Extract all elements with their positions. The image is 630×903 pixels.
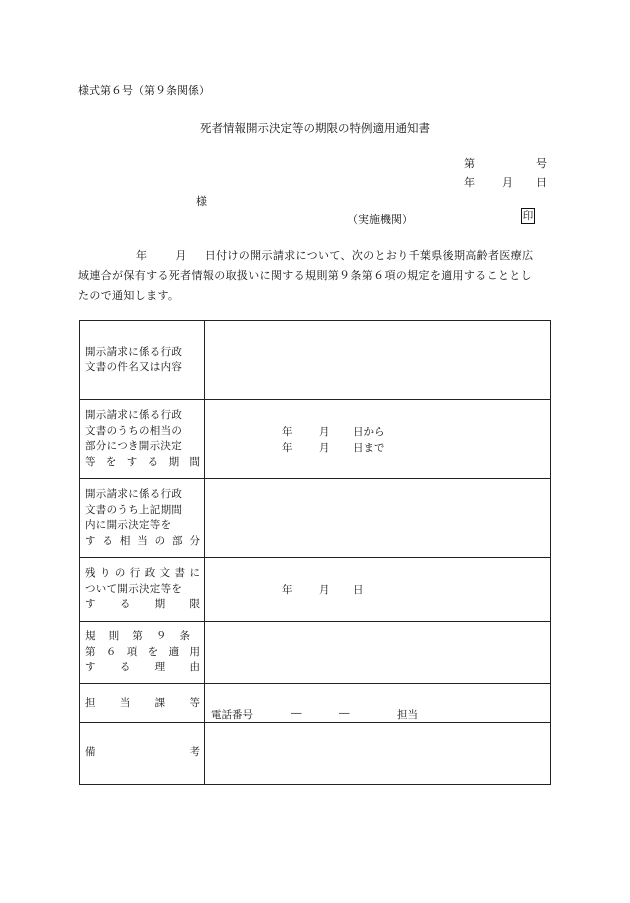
agency-label: （実施機関） bbox=[347, 213, 413, 226]
body-year: 年 bbox=[136, 249, 148, 262]
row-department bbox=[80, 684, 551, 723]
notice-body bbox=[78, 246, 554, 306]
issue-date-month: 月 bbox=[502, 176, 513, 189]
remarks-value bbox=[205, 723, 551, 785]
label-partial-disclosure: 開示請求に係る行政 文書のうち上記期間 内に開示決定等を す る 相 当 の 部 分 bbox=[80, 479, 205, 558]
period-to-month: 月 bbox=[319, 442, 330, 454]
row-partial-disclosure bbox=[80, 479, 551, 558]
form-number: 様式第６号（第９条関係） bbox=[78, 84, 210, 97]
period-to-year: 年 bbox=[282, 442, 293, 454]
phone-dash-2: ― bbox=[339, 707, 350, 719]
label-remarks: 備 考 bbox=[80, 723, 205, 785]
deadline-month: 月 bbox=[319, 584, 330, 596]
body-month: 月 bbox=[175, 249, 187, 262]
notice-body-line3: たので通知します。 bbox=[78, 289, 180, 302]
body-line1-text: 日付けの開示請求について、次のとおり千葉県後期高齢者医療広 bbox=[204, 249, 534, 262]
phone-label: 電話番号 bbox=[211, 709, 253, 721]
application-reason-value bbox=[205, 622, 551, 684]
notice-body-line2: 域連合が保有する死者情報の取扱いに関する規則第９条第６項の規定を適用することとし bbox=[78, 269, 532, 282]
row-remaining-deadline bbox=[80, 558, 551, 622]
seal-mark: 印 bbox=[522, 210, 534, 222]
period-from-month: 月 bbox=[319, 426, 330, 438]
label-disclosure-period: 開示請求に係る行政 文書のうちの相当の 部分につき開示決定 等 を す る 期 間 bbox=[80, 400, 205, 479]
remaining-deadline-value bbox=[205, 558, 551, 622]
partial-disclosure-value bbox=[205, 479, 551, 558]
row-disclosure-period bbox=[80, 400, 551, 479]
notice-body-line1 bbox=[78, 246, 554, 266]
period-from-year: 年 bbox=[282, 426, 293, 438]
document-title-value bbox=[205, 321, 551, 400]
person-in-charge-label: 担当 bbox=[397, 709, 418, 721]
doc-number-suffix: 号 bbox=[536, 157, 547, 170]
doc-number-prefix: 第 bbox=[464, 157, 475, 170]
disclosure-period-value bbox=[205, 400, 551, 479]
label-application-reason: 規 則 第 ９ 条 第 ６ 項 を 適 用 す る 理 由 bbox=[80, 622, 205, 684]
row-application-reason bbox=[80, 622, 551, 684]
notice-details-table bbox=[79, 320, 551, 785]
row-remarks bbox=[80, 723, 551, 785]
issue-date-day: 日 bbox=[536, 176, 547, 189]
department-value bbox=[205, 684, 551, 723]
label-remaining-deadline: 残 り の 行 政 文 書 に ついて開示決定等を す る 期 限 bbox=[80, 558, 205, 622]
document-title: 死者情報開示決定等の期限の特例適用通知書 bbox=[200, 121, 430, 135]
issue-date-year: 年 bbox=[464, 176, 475, 189]
period-to-day: 日まで bbox=[353, 442, 385, 454]
label-department: 担 当 課 等 bbox=[80, 684, 205, 723]
addressee-suffix: 様 bbox=[196, 195, 207, 208]
deadline-day: 日 bbox=[353, 584, 364, 596]
period-from-day: 日から bbox=[353, 426, 385, 438]
phone-dash-1: ― bbox=[291, 707, 302, 719]
deadline-year: 年 bbox=[282, 584, 293, 596]
row-document-title bbox=[80, 321, 551, 400]
label-document-title: 開示請求に係る行政 文書の件名又は内容 bbox=[80, 321, 205, 400]
